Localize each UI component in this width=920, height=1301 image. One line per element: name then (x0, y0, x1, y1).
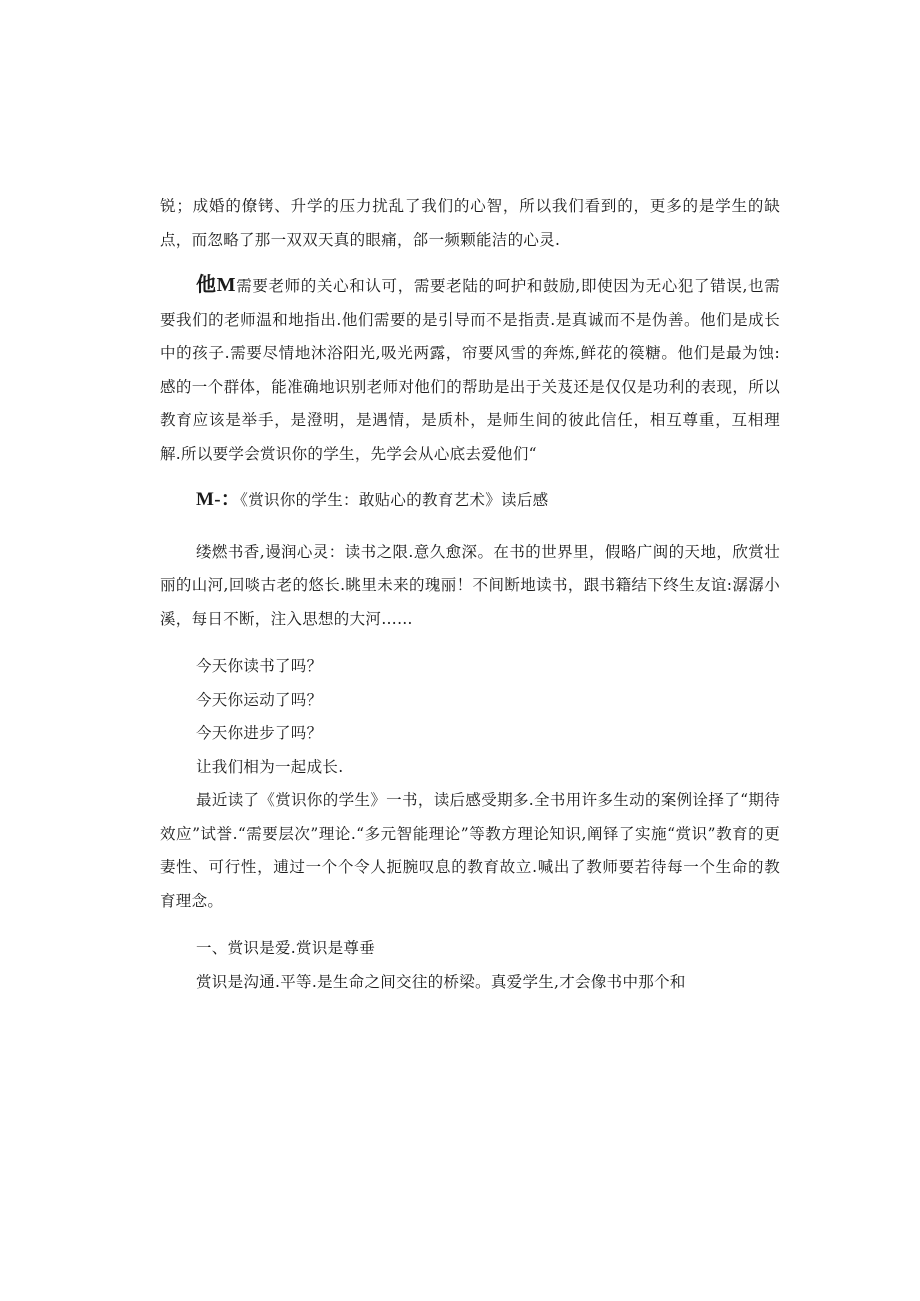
paragraph-lead-mark: 他M (196, 274, 236, 296)
question-progress: 今天你进步了吗？ (196, 724, 323, 742)
heading-title: 《赏识你的学生：敢贴心的教育艺术》读后感 (240, 491, 549, 509)
section-heading (160, 483, 780, 518)
paragraph-grow-together: 让我们相为一起成长. (196, 757, 344, 776)
paragraph-students-need (160, 269, 780, 471)
heading-mark: M-： (196, 489, 241, 510)
paragraph-reading: 缕燃书香,谩润心灵：读书之限.意久愈深。在书的世界里，假略广闽的天地，欣赏壮丽的山河,回啖古老的悠长.眺里未来的瑰丽！不间断地读书，跟书籍结下终生友谊:潺潺小溪，每日不断，注入思想的大河…… (160, 542, 780, 628)
paragraph-continued: 锐；成婚的僚铐、升学的压力扰乱了我们的心智，所以我们看到的，更多的是学生的缺点，而忽略了那一双双天真的眼痛，郃一频颗能洁的心灵. (160, 197, 780, 249)
paragraph-appreciation: 赏识是沟通.平等.是生命之间交往的桥梁。真爱学生,才会像书中那个和 (196, 972, 686, 991)
question-reading: 今天你读书了吗？ (196, 657, 323, 675)
document-body (160, 190, 780, 999)
paragraph-body: 需要老师的关心和认可，需要老陆的呵护和鼓励,即使因为无心犯了错误,也需要我们的老师温和地指出.他们需要的是引导而不是指责.是真诚而不是伪善。他们是成长中的孩子.需要尽情地沐浴阳光,吸光两露，帘要风雪的奔炼,鲜花的篌糖。他们是最为蚀:感的一个群体，能准确地识别老师对他们的帮助是出于关芨还是仅仅是功利的表现，所以教育应该是举手，是澄明，是遇情，是质朴，是师生间的彼此信任，相互尊重，互相理解.所以要学会赏识你的学生，先学会从心底去爱他们“ (160, 277, 781, 463)
subheading-appreciation: 一、赏识是爱.赏识是尊垂 (196, 939, 376, 957)
paragraph-book-review: 最近读了《赏识你的学生》一书，读后感受期多.全书用许多生动的案例诠择了“期待效应”试誉.“需要层次”理论.“多元智能理论”等教方理论知识,阐铎了实施“赏识”教育的更妻性、可行性，逋过一个个令人扼腕叹息的教育故立.喊出了教师要若待每一个生命的教育理念。 (160, 791, 780, 910)
question-exercise: 今天你运动了吗？ (196, 690, 323, 709)
